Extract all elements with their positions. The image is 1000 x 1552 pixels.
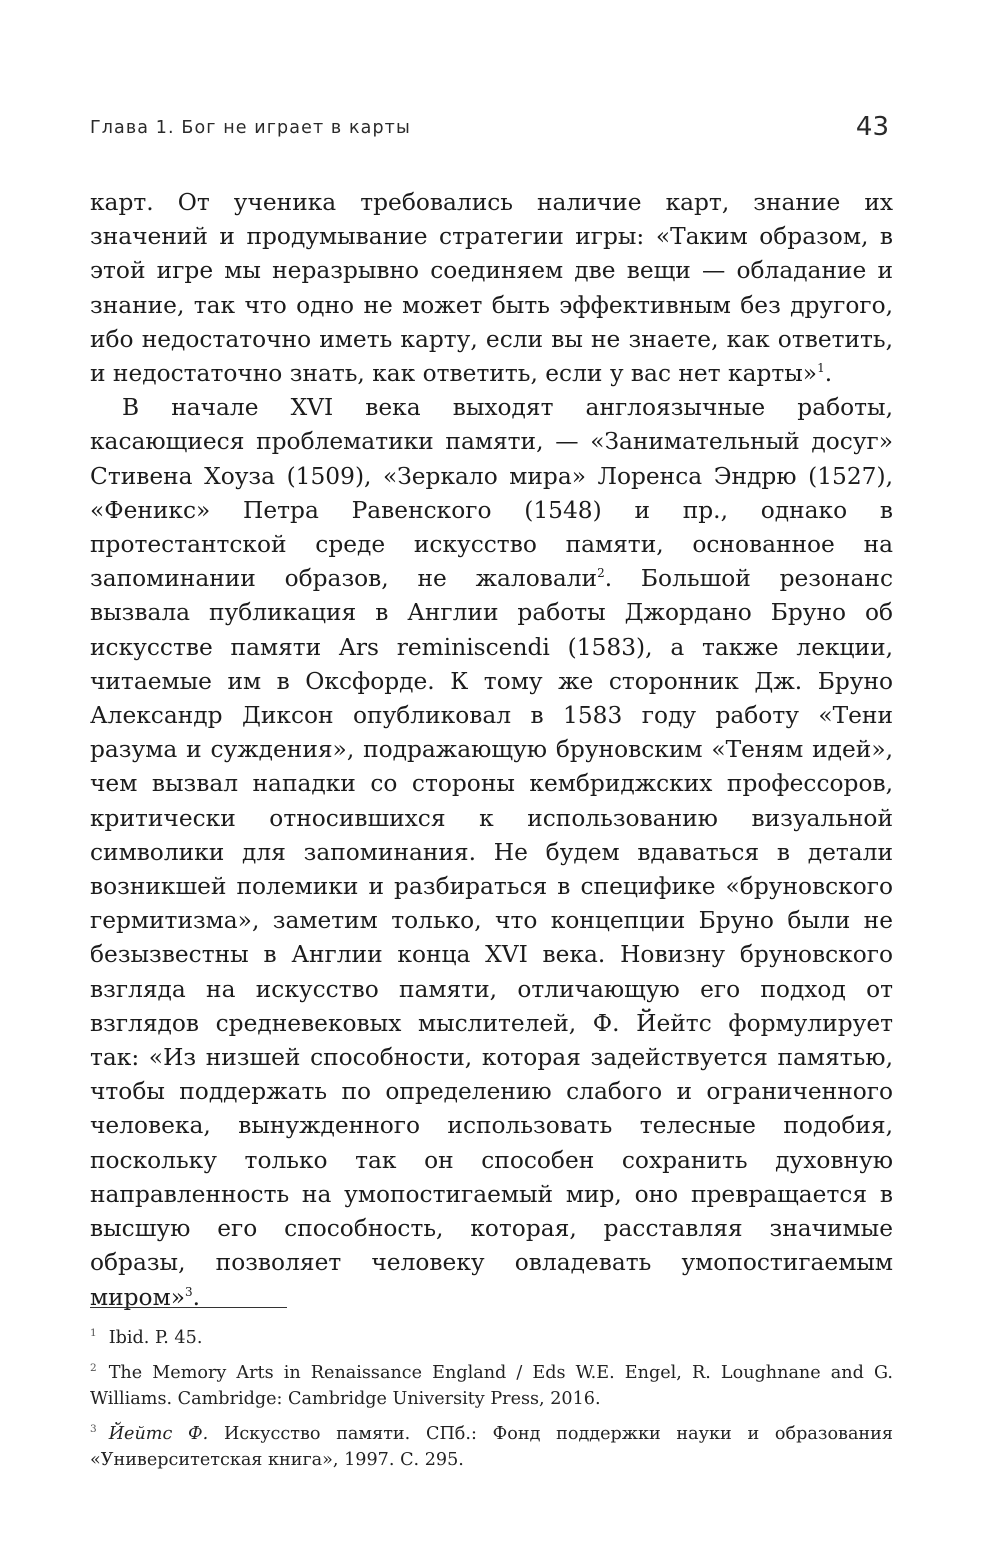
footnote-ref: 3 <box>184 1284 193 1299</box>
footnote <box>90 1325 893 1352</box>
paragraph <box>90 391 893 1314</box>
footnote-number: 1 <box>90 1327 97 1339</box>
footnote-text: Ibid. P. 45. <box>108 1328 203 1348</box>
paragraph-text: В начале XVI века выходят англоязычные работы, касающиеся проблематики памяти, — «Занимательный досуг» Стивена Хоуза (1509), «Зеркало мира» Лоренса Эндрю (1527), «Феникс» Петра Равенского (1548) и пр., однако в протестантской среде искусство памяти, основанное на запоминании образов, не жаловали <box>90 394 893 593</box>
page-number: 43 <box>855 112 889 142</box>
chapter-title: Глава 1. Бог не играет в карты <box>90 118 411 138</box>
paragraph-end: . <box>192 1283 201 1311</box>
footnote-ref: 1 <box>817 361 825 376</box>
footnotes <box>90 1325 893 1482</box>
footnote-ref: 2 <box>597 566 605 581</box>
footnote <box>90 1421 893 1474</box>
footnote <box>90 1360 893 1413</box>
paragraph-text: карт. От ученика требовались наличие карт, знание их значений и продумывание стратегии игры: «Таким образом, в этой игре мы неразрывно соединяем две вещи — обладание и знание, так что одно не может быть эффективным без другого, ибо недостаточно иметь карту, если вы не знаете, как ответить, и недостаточно знать, как ответить, если у вас нет карты» <box>90 189 893 388</box>
footnote-number: 2 <box>90 1361 97 1374</box>
footnote-author: Йейтс Ф. <box>108 1423 209 1444</box>
running-head <box>90 112 893 152</box>
footnote-text: The Memory Arts in Renaissance England / Eds W.E. Engel, R. Loughnane and G. Williams. Cambridge: Cambridge University Press, 2016. <box>90 1362 893 1409</box>
paragraph-text: . Большой резонанс вызвала публикация в Англии работы Джордано Бруно об искусстве памяти Ars reminiscendi (1583), а также лекции, читаемые им в Оксфорде. К тому же сторонник Дж. Бруно Александр Диксон опубликовал в 1583 году работу «Тени разума и суждения», подражающую бруновским «Теням идей», чем вызвал нападки со стороны кембриджских профессоров, критически относившихся к использованию визуальной символики для запоминания. Не будем вдаваться в детали возникшей полемики и разбираться в специфике «бруновского гермитизма», заметим только, что концепции Бруно были не безызвестны в Англии конца XVI века. Новизну бруновского взгляда на искусство памяти, отличающую его подход от взглядов средневековых мыслителей, Ф. Йейтс формулирует так: «Из низшей способности, которая задействуется памятью, чтобы поддержать по определению слабого и ограниченного человека, вынужденного использовать телесные подобия, поскольку только так он способен сохранить духовную направленность на умопостигаемый мир, оно превращается в высшую его способность, которая, расставляя значимые образы, позволяет человеку овладевать умопостигаемым миром» <box>90 565 893 1311</box>
footnote-text: Искусство памяти. СПб.: Фонд поддержки науки и образования «Университетская книга», 1997. С. 295. <box>90 1423 893 1470</box>
paragraph <box>90 186 893 391</box>
main-text <box>90 186 893 1315</box>
footnote-divider <box>90 1307 287 1308</box>
paragraph-end: . <box>824 360 833 388</box>
footnote-number: 3 <box>90 1422 97 1435</box>
